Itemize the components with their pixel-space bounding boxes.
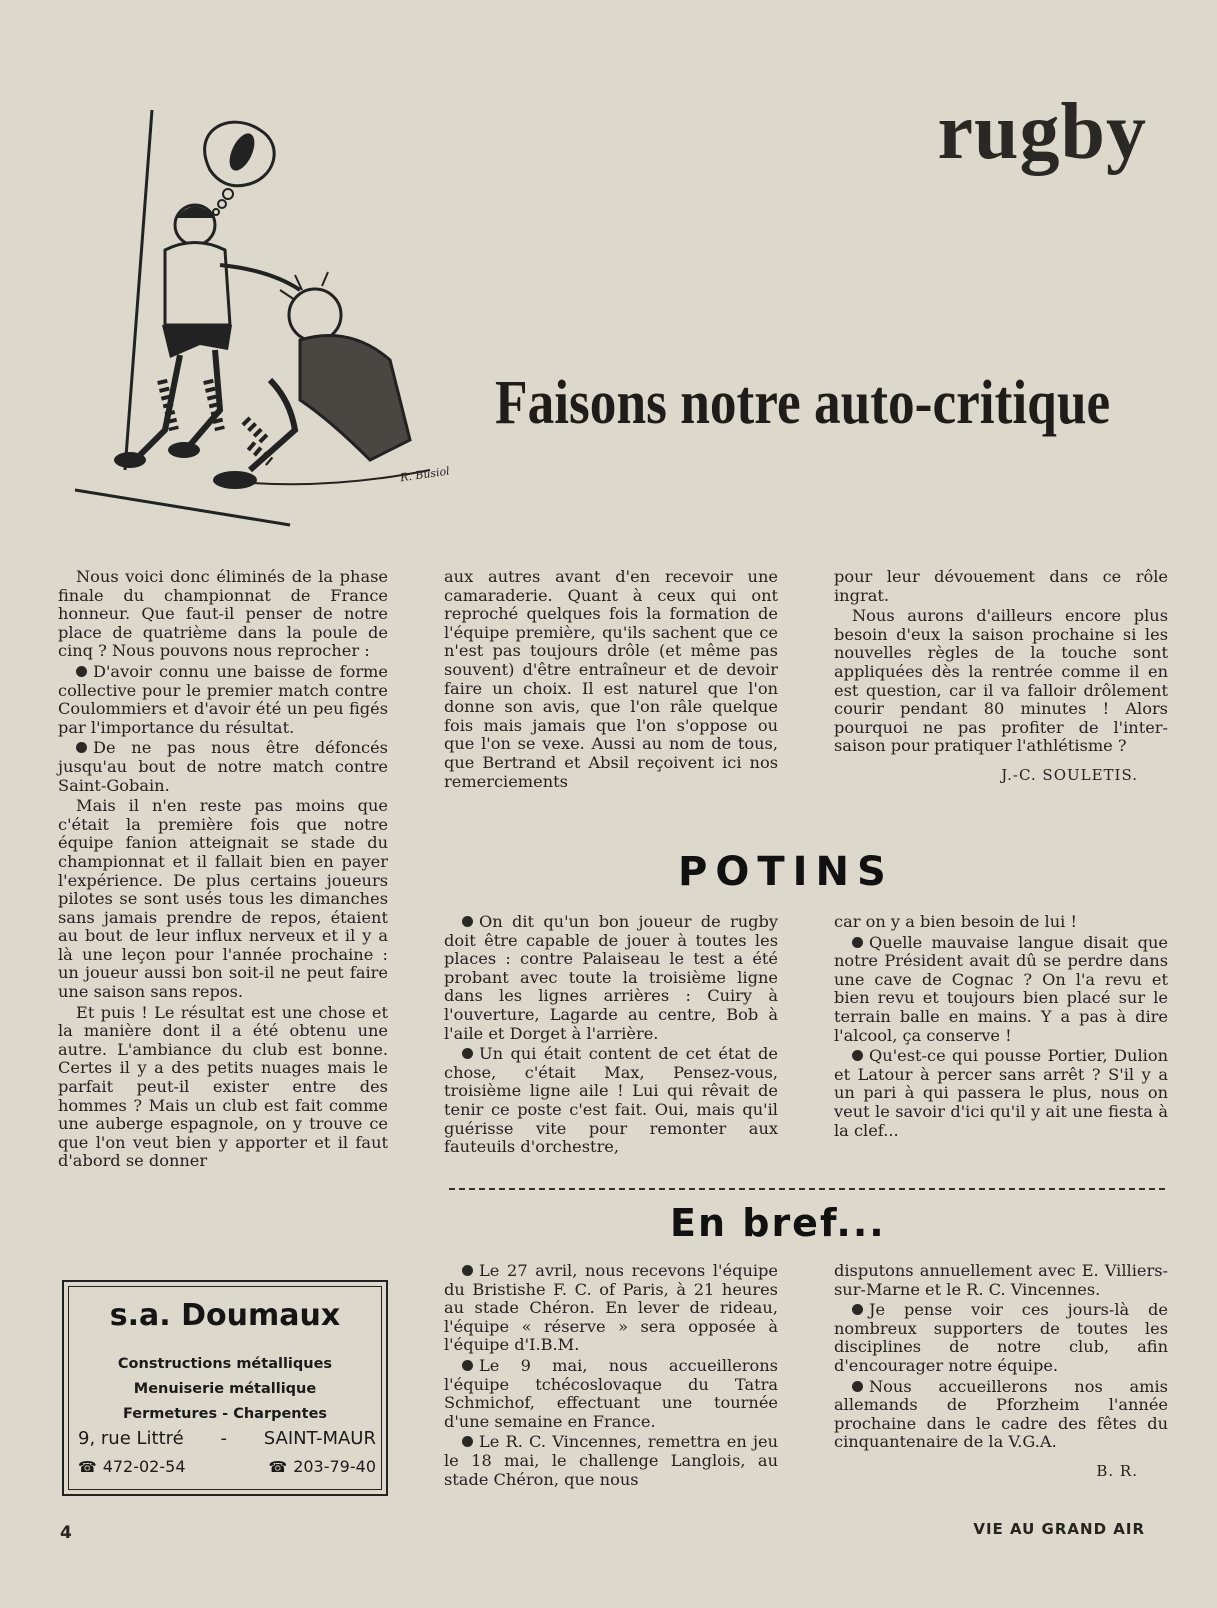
en-bref-paragraph: Le R. C. Vincennes, remettra en jeu le 18 mai, le challenge Langlois, au stade Chéron, que nous	[444, 1432, 778, 1489]
ad-city: SAINT-MAUR	[263, 1428, 376, 1449]
bullet-icon	[462, 1360, 473, 1371]
bullet-icon	[852, 1304, 863, 1315]
potins-paragraph: On dit qu'un bon joueur de rugby doit être capable de jouer à toutes les places : contre Palaiseau le test a été probant avec toute la troisième ligne dans les lignes arrières : Cuiry à l'ouverture, Lagarde au centre, Bob à l'aile et Dorget à l'arrière.	[444, 912, 778, 1043]
en-bref-column-1	[444, 1262, 778, 1491]
section-title: rugby	[937, 88, 1147, 176]
potins-title: POTINS	[678, 849, 894, 895]
bullet-icon	[462, 916, 473, 927]
article-signature: J.-C. SOULETIS.	[1001, 765, 1138, 784]
potins-column-2	[834, 913, 1168, 1142]
ad-street: 9, rue Littré	[78, 1428, 184, 1449]
ad-service-line: Menuiserie métallique	[133, 1381, 317, 1397]
bullet-icon	[76, 742, 87, 753]
en-bref-paragraph: Le 9 mai, nous accueillerons l'équipe tchécoslovaque du Tatra Schmichof, effectuant une tournée d'une semaine en France.	[444, 1355, 778, 1431]
article-paragraph: D'avoir connu une baisse de forme collective pour le premier match contre Coulommiers et d'avoir été un peu figés par l'importance du résultat.	[58, 661, 388, 737]
bullet-icon	[852, 1050, 863, 1061]
page-number: 4	[60, 1523, 72, 1543]
ad-service-line: Fermetures - Charpentes	[122, 1406, 328, 1422]
article-column-3	[834, 568, 1168, 787]
article-paragraph: Mais il n'en reste pas moins que c'était la première fois que notre équipe fanion atteignait se stade du championnat et il fallait bien en payer l'expérience. De plus certains joueurs pilotes se sont usés tous les dimanches sans jamais prendre de repos, étaient au bout de leur influx nerveux et il y a là une leçon pour l'année prochaine : un joueur aussi bon soit-il ne peut faire une saison sans repos.	[58, 796, 388, 1002]
potins-paragraph: Qu'est-ce qui pousse Portier, Dulion et Latour à percer sans arrêt ? S'il y a un pari à qui passera le plus, nous on veut le savoir d'ici qu'il y ait une fiesta à la clef...	[834, 1046, 1168, 1140]
en-bref-column-2	[834, 1262, 1168, 1483]
ad-phone-1: 472-02-54	[102, 1457, 186, 1476]
bullet-icon	[852, 937, 863, 948]
en-bref-paragraph: disputons annuellement avec E. Villiers-sur-Marne et le R. C. Vincennes.	[834, 1261, 1168, 1299]
magazine-name: VIE AU GRAND AIR	[973, 1520, 1145, 1538]
en-bref-paragraph: Je pense voir ces jours-là de nombreux supporters de toutes les disciplines de notre club, afin d'encourager notre équipe.	[834, 1300, 1168, 1375]
en-bref-paragraph: Nous accueillerons nos amis allemands de Pforzheim l'année prochaine dans le cadre des fêtes du cinquantenaire de la V.G.A.	[834, 1376, 1168, 1452]
article-paragraph: Nous aurons d'ailleurs encore plus besoin d'eux la saison prochaine si les nouvelles règles de la touche sont appliquées dès la rentrée comme il en est question, car il va falloir drôlement courir pendant 80 minutes ! Alors pourquoi ne pas profiter de l'inter-saison pour pratiquer l'athlétisme ?	[834, 606, 1168, 756]
article-paragraph: Et puis ! Le résultat est une chose et la manière dont il a été obtenu une autre. L'ambiance du club est bonne. Certes il y a des petits nuages mais le parfait peut-il exister entre des hommes ? Mais un club est fait comme une auberge espagnole, on y trouve ce que l'on veut bien y apporter et il faut d'abord se donner	[58, 1002, 388, 1171]
bullet-icon	[462, 1265, 473, 1276]
ad-phones	[78, 1457, 376, 1476]
potins-paragraph: Un qui était content de cet état de chose, c'était Max, Pensez-vous, troisième ligne aile ! Lui qui rêvait de tenir ce poste c'est fait. Oui, mais qu'il guérisse vite pour remonter aux fauteuils d'orchestre,	[444, 1044, 778, 1157]
en-bref-signature: B. R.	[1096, 1461, 1138, 1480]
section-divider	[449, 1188, 1165, 1190]
bullet-icon	[76, 666, 87, 677]
telephone-icon: ☎	[268, 1458, 288, 1476]
article-paragraph: Nous voici donc éliminés de la phase finale du championnat de France honneur. Que faut-il penser de notre place de quatrième dans la poule de cinq ? Nous pouvons nous reprocher :	[58, 567, 388, 661]
ad-company-name: s.a. Doumaux	[109, 1298, 341, 1333]
bullet-icon	[852, 1381, 863, 1392]
ad-address	[78, 1428, 376, 1449]
article-paragraph: aux autres avant d'en recevoir une camaraderie. Quant à ceux qui ont reproché quelques fois la formation de l'équipe première, qu'ils sachent que ce n'est pas toujours drôle (et même pas souvent) d'être entraîneur et de devoir faire un choix. Il est naturel que l'on donne son avis, que l'on râle quelque fois mais jamais que l'on s'oppose ou que l'on se vexe. Aussi au nom de tous, que Bertrand et Absil reçoivent ici nos remerciements	[444, 567, 778, 791]
telephone-icon: ☎	[78, 1458, 97, 1476]
article-column-2	[444, 568, 778, 793]
potins-column-1	[444, 913, 778, 1159]
ad-separator: -	[220, 1428, 227, 1449]
doumaux-advertisement	[62, 1280, 388, 1496]
ad-service-line: Constructions métalliques	[117, 1356, 333, 1372]
illustration-signature: R. Busiol	[399, 464, 451, 485]
rugby-cartoon-illustration	[70, 100, 470, 530]
article-column-1	[58, 568, 388, 1173]
bullet-icon	[462, 1048, 473, 1059]
bullet-icon	[462, 1436, 473, 1447]
article-paragraph: De ne pas nous être défoncés jusqu'au bout de notre match contre Saint-Gobain.	[58, 738, 388, 795]
en-bref-paragraph: Le 27 avril, nous recevons l'équipe du Bristishe F. C. of Paris, à 21 heures au stade Chéron. En lever de rideau, l'équipe « réserve » sera opposée à l'équipe d'I.B.M.	[444, 1261, 778, 1355]
article-headline: Faisons notre auto-critique	[495, 369, 1111, 437]
en-bref-title: En bref...	[670, 1201, 886, 1245]
potins-paragraph: car on y a bien besoin de lui !	[834, 912, 1077, 931]
article-paragraph: pour leur dévouement dans ce rôle ingrat.	[834, 567, 1168, 605]
potins-paragraph: Quelle mauvaise langue disait que notre Président avait dû se perdre dans une cave de Cognac ? On l'a revu et bien revu et toujours bien placé sur le terrain balle en mains. Y a pas à dire l'alcool, ça conserve !	[834, 932, 1168, 1045]
ad-services	[64, 1352, 386, 1427]
ad-phone-2: 203-79-40	[293, 1457, 376, 1476]
